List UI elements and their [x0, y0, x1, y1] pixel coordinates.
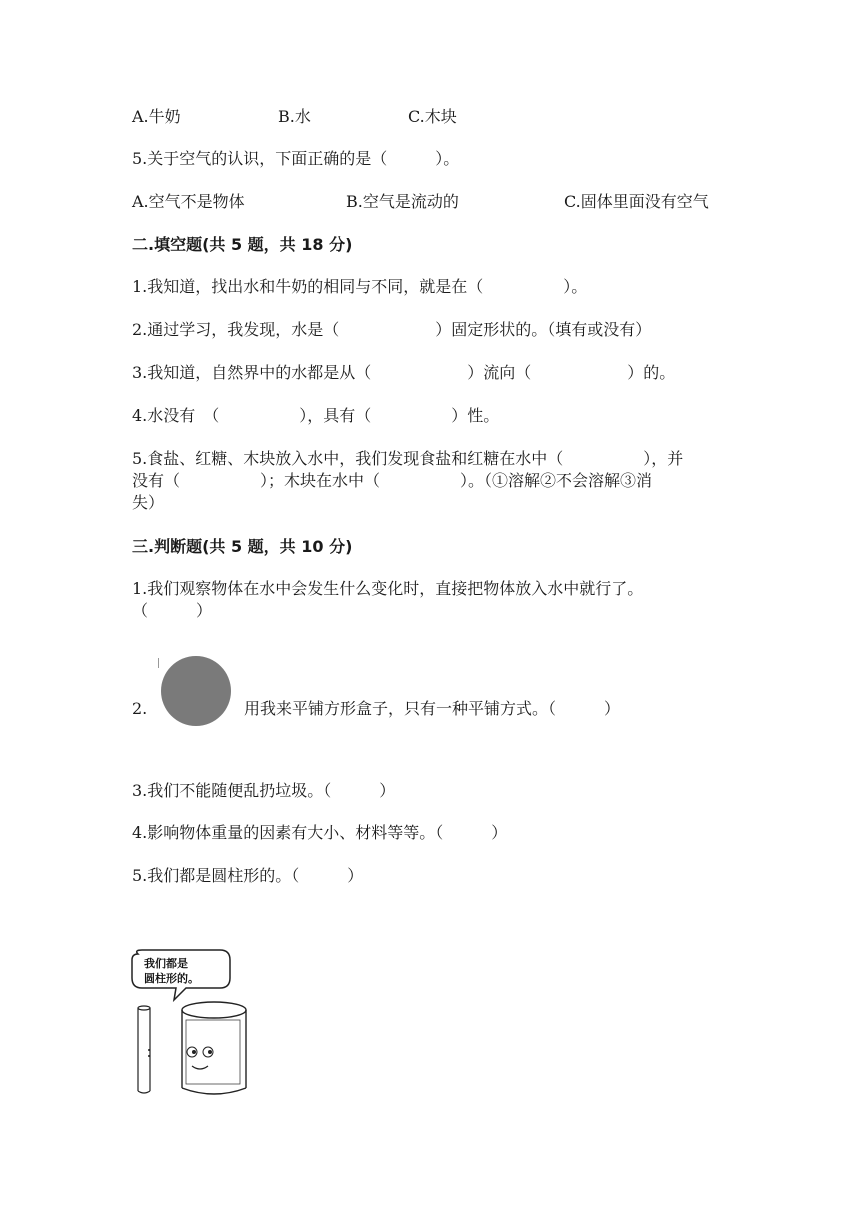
judge-q3: 3.我们不能随便乱扔垃圾。（ ） [132, 781, 396, 800]
q4-option-a: A.牛奶 [132, 107, 181, 126]
speech-bubble-line2: 圆柱形的。 [144, 972, 199, 985]
judge-q1-line1: 1.我们观察物体在水中会发生什么变化时，直接把物体放入水中就行了。 [132, 579, 644, 598]
fill-q5-line3: 失） [132, 493, 165, 512]
section2-title: 二.填空题(共 5 题，共 18 分) [132, 235, 353, 254]
speech-bubble-line1: 我们都是 [144, 957, 188, 970]
fill-q5-line1: 5.食盐、红糖、木块放入水中，我们发现食盐和红糖在水中（ ），并 [132, 449, 684, 468]
q4-option-b: B.水 [278, 107, 311, 126]
judge-q2-number: 2. [132, 699, 148, 718]
q4-option-c: C.木块 [408, 107, 457, 126]
judge-q5: 5.我们都是圆柱形的。（ ） [132, 866, 364, 885]
ball-figure [158, 654, 232, 728]
fill-q1: 1.我知道，找出水和牛奶的相同与不同，就是在（ ）。 [132, 277, 588, 296]
q5-option-a: A.空气不是物体 [132, 192, 245, 211]
section3-title: 三.判断题(共 5 题，共 10 分) [132, 537, 353, 556]
q5-option-c: C.固体里面没有空气 [564, 192, 709, 211]
q5-option-b: B.空气是流动的 [346, 192, 459, 211]
fill-q3: 3.我知道，自然界中的水都是从（ ）流向（ ）的。 [132, 363, 676, 382]
fill-q4: 4.水没有 （ ），具有（ ）性。 [132, 406, 500, 425]
fill-q2: 2.通过学习，我发现，水是（ ）固定形状的。（填有或没有） [132, 320, 652, 339]
cylinders-figure [128, 948, 248, 1098]
judge-q2-text: 用我来平铺方形盒子，只有一种平铺方式。（ ） [244, 699, 621, 718]
q5-text: 5.关于空气的认识，下面正确的是（ ）。 [132, 149, 460, 168]
judge-q1-line2: （ ） [132, 601, 213, 620]
fill-q5-line2: 没有（ ）；木块在水中（ ）。（①溶解②不会溶解③消 [132, 471, 653, 490]
judge-q4: 4.影响物体重量的因素有大小、材料等等。（ ） [132, 823, 508, 842]
